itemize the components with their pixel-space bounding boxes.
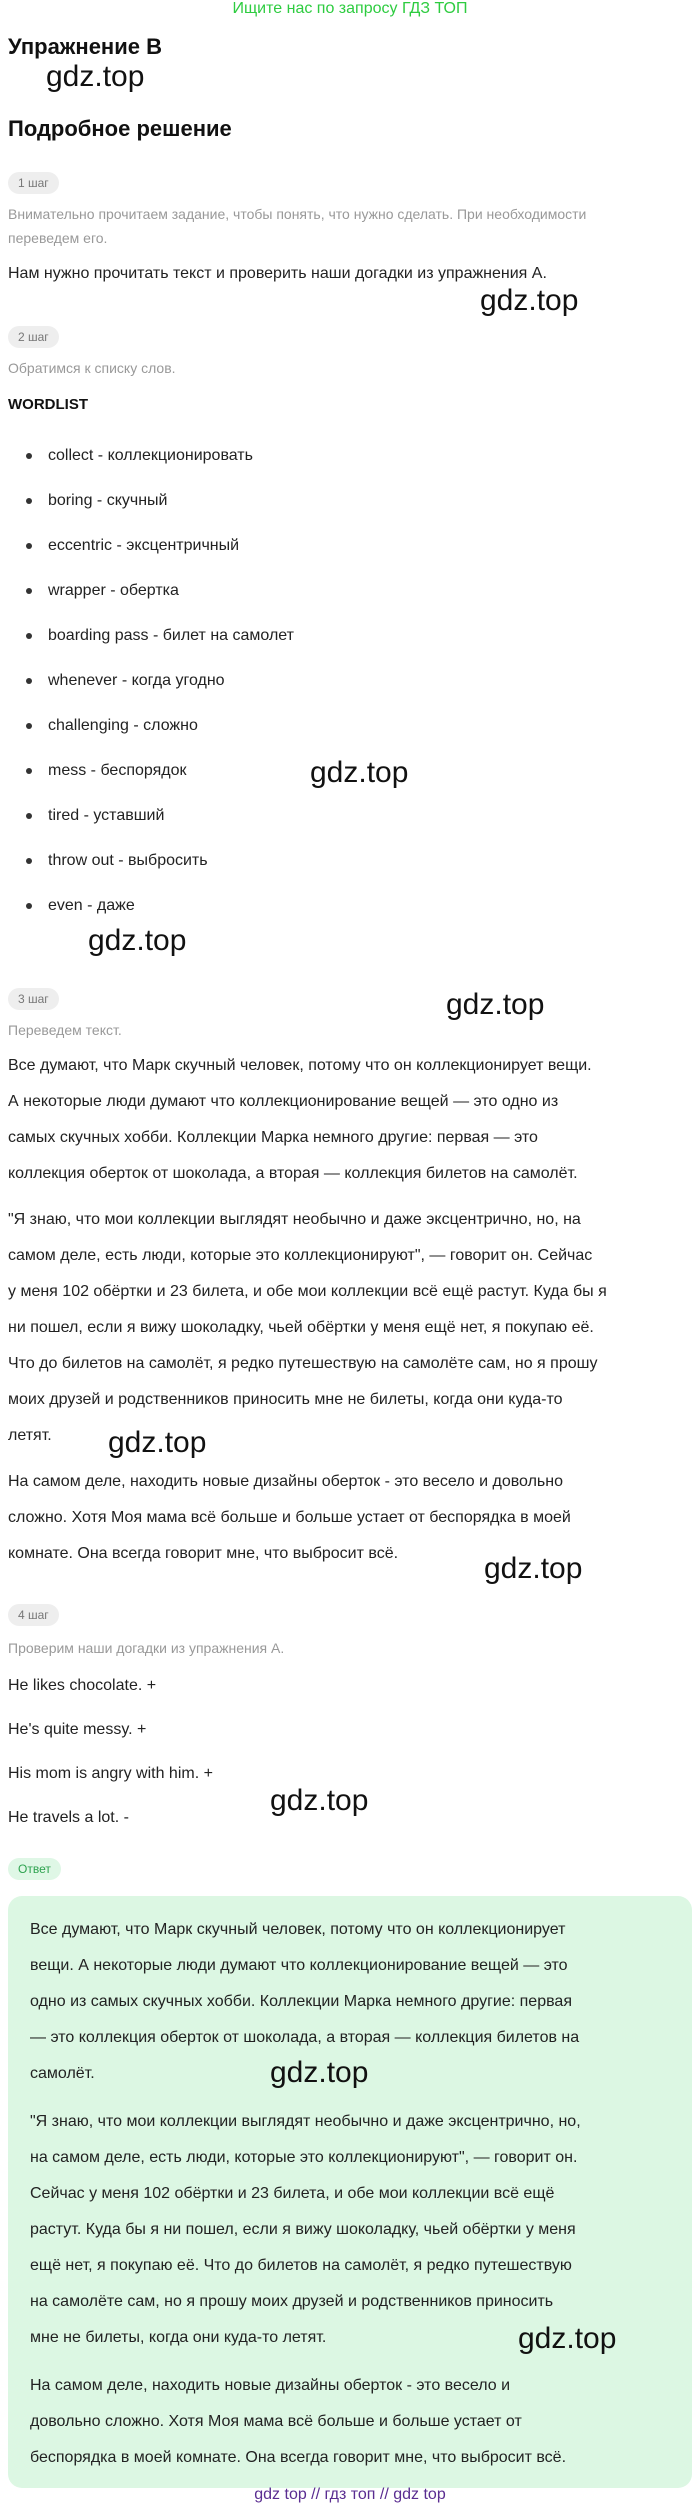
bullet-icon — [26, 453, 32, 459]
search-hint-link[interactable]: Ищите нас по запросу ГДЗ ТОП — [232, 0, 468, 17]
answer-line: "Я знаю, что мои коллекции выглядят необычно и даже эксцентрично, но, — [30, 2113, 581, 2130]
list-item: boarding pass - билет на самолет — [26, 627, 294, 645]
answer-line: Все думают, что Марк скучный человек, потому что он коллекционирует — [30, 1921, 566, 1938]
translation-line: летят. — [8, 1427, 52, 1444]
check-item: He likes chocolate. + — [8, 1677, 157, 1694]
list-item: even - даже — [26, 897, 135, 915]
watermark: gdz.top — [88, 924, 187, 957]
list-item: whenever - когда угодно — [26, 672, 225, 690]
page-title: Упражнение В — [8, 34, 162, 59]
answer-line: на самом деле, есть люди, которые это коллекционируют", — говорит он. — [30, 2149, 578, 2166]
translation-line: "Я знаю, что мои коллекции выглядят необычно и даже эксцентрично, но, на — [8, 1211, 581, 1228]
list-item: throw out - выбросить — [26, 852, 208, 870]
answer-line: На самом деле, находить новые дизайны оберток - это весело и — [30, 2377, 511, 2394]
answer-line: беспорядка в моей комнате. Она всегда говорит мне, что выбросит всё. — [30, 2449, 567, 2466]
answer-line: мне не билеты, когда они куда-то летят. — [30, 2329, 327, 2346]
answer-line: вещи. А некоторые люди думают что коллекционирование вещей — это — [30, 1957, 568, 1974]
answer-line: довольно сложно. Хотя Моя мама всё больше и больше устает от — [30, 2413, 522, 2430]
translation-line: Все думают, что Марк скучный человек, потому что он коллекционирует вещи. — [8, 1057, 592, 1074]
list-item: mess - беспорядок — [26, 762, 187, 780]
step-badge: 1 шаг — [8, 172, 59, 194]
answer-line: растут. Куда бы я ни пошел, если я вижу шоколадку, чьей обёртки у меня — [30, 2221, 576, 2238]
list-item: collect - коллекционировать — [26, 447, 253, 465]
section-title: Подробное решение — [8, 116, 232, 141]
check-item: He travels a lot. - — [8, 1809, 129, 1826]
footer-links[interactable]: gdz top // гдз топ // gdz top — [254, 2486, 446, 2503]
watermark: gdz.top — [46, 60, 145, 93]
translation-line: коллекция оберток от шоколада, а вторая — коллекция билетов на самолёт. — [8, 1165, 578, 1182]
bullet-icon — [26, 813, 32, 819]
watermark: gdz.top — [310, 756, 409, 789]
step-note: Проверим наши догадки из упражнения А. — [8, 1640, 285, 1656]
wordlist-heading: WORDLIST — [8, 396, 88, 413]
answer-line: Сейчас у меня 102 обёртки и 23 билета, и обе мои коллекции всё ещё — [30, 2185, 555, 2202]
answer-line: самолёт. — [30, 2065, 95, 2082]
step-badge: 3 шаг — [8, 988, 59, 1010]
translation-line: самом деле, есть люди, которые это коллекционируют", — говорит он. Сейчас — [8, 1247, 593, 1264]
bullet-icon — [26, 633, 32, 639]
translation-line: самых скучных хобби. Коллекции Марка немного другие: первая — это — [8, 1129, 538, 1146]
list-item: tired - уставший — [26, 807, 164, 825]
step-text: Нам нужно прочитать текст и проверить наши догадки из упражнения А. — [8, 265, 547, 282]
watermark: gdz.top — [484, 1552, 583, 1585]
watermark: gdz.top — [480, 284, 579, 317]
bullet-icon — [26, 543, 32, 549]
step-badge: 4 шаг — [8, 1604, 59, 1626]
translation-line: моих друзей и родственников приносить мне не билеты, когда они куда-то — [8, 1391, 563, 1408]
list-item: eccentric - эксцентричный — [26, 537, 239, 555]
bullet-icon — [26, 903, 32, 909]
translation-line: А некоторые люди думают что коллекционирование вещей — это одно из — [8, 1093, 559, 1110]
answer-badge: Ответ — [8, 1858, 61, 1880]
step-note: переведем его. — [8, 230, 108, 246]
step-note: Переведем текст. — [8, 1022, 122, 1038]
answer-line: ещё нет, я покупаю её. Что до билетов на самолёт, я редко путешествую — [30, 2257, 572, 2274]
answer-line: на самолёте сам, но я прошу моих друзей и родственников приносить — [30, 2293, 554, 2310]
bullet-icon — [26, 498, 32, 504]
translation-line: Что до билетов на самолёт, я редко путешествую на самолёте сам, но я прошу — [8, 1355, 598, 1372]
translation-line: комнате. Она всегда говорит мне, что выбросит всё. — [8, 1545, 399, 1562]
check-item: His mom is angry with him. + — [8, 1765, 213, 1782]
step-note: Внимательно прочитаем задание, чтобы понять, что нужно сделать. При необходимости — [8, 206, 587, 222]
bullet-icon — [26, 858, 32, 864]
step-note: Обратимся к списку слов. — [8, 360, 176, 376]
watermark: gdz.top — [108, 1426, 207, 1459]
watermark: gdz.top — [270, 2056, 369, 2089]
translation-line: ни пошел, если я вижу шоколадку, чьей обёртки у меня ещё нет, я покупаю её. — [8, 1319, 594, 1336]
answer-line: — это коллекция оберток от шоколада, а вторая — коллекция билетов на — [30, 2029, 580, 2046]
list-item: wrapper - обертка — [26, 582, 179, 600]
list-item: boring - скучный — [26, 492, 167, 510]
bullet-icon — [26, 768, 32, 774]
translation-line: сложно. Хотя Моя мама всё больше и больше устает от беспорядка в моей — [8, 1509, 571, 1526]
bullet-icon — [26, 723, 32, 729]
watermark: gdz.top — [270, 1784, 369, 1817]
check-item: He's quite messy. + — [8, 1721, 147, 1738]
bullet-icon — [26, 588, 32, 594]
translation-line: На самом деле, находить новые дизайны оберток - это весело и довольно — [8, 1473, 563, 1490]
watermark: gdz.top — [518, 2322, 617, 2355]
bullet-icon — [26, 678, 32, 684]
list-item: challenging - сложно — [26, 717, 198, 735]
watermark: gdz.top — [446, 988, 545, 1021]
step-badge: 2 шаг — [8, 326, 59, 348]
answer-line: одно из самых скучных хобби. Коллекции Марка немного другие: первая — [30, 1993, 572, 2010]
translation-line: у меня 102 обёртки и 23 билета, и обе мои коллекции всё ещё растут. Куда бы я — [8, 1283, 607, 1300]
